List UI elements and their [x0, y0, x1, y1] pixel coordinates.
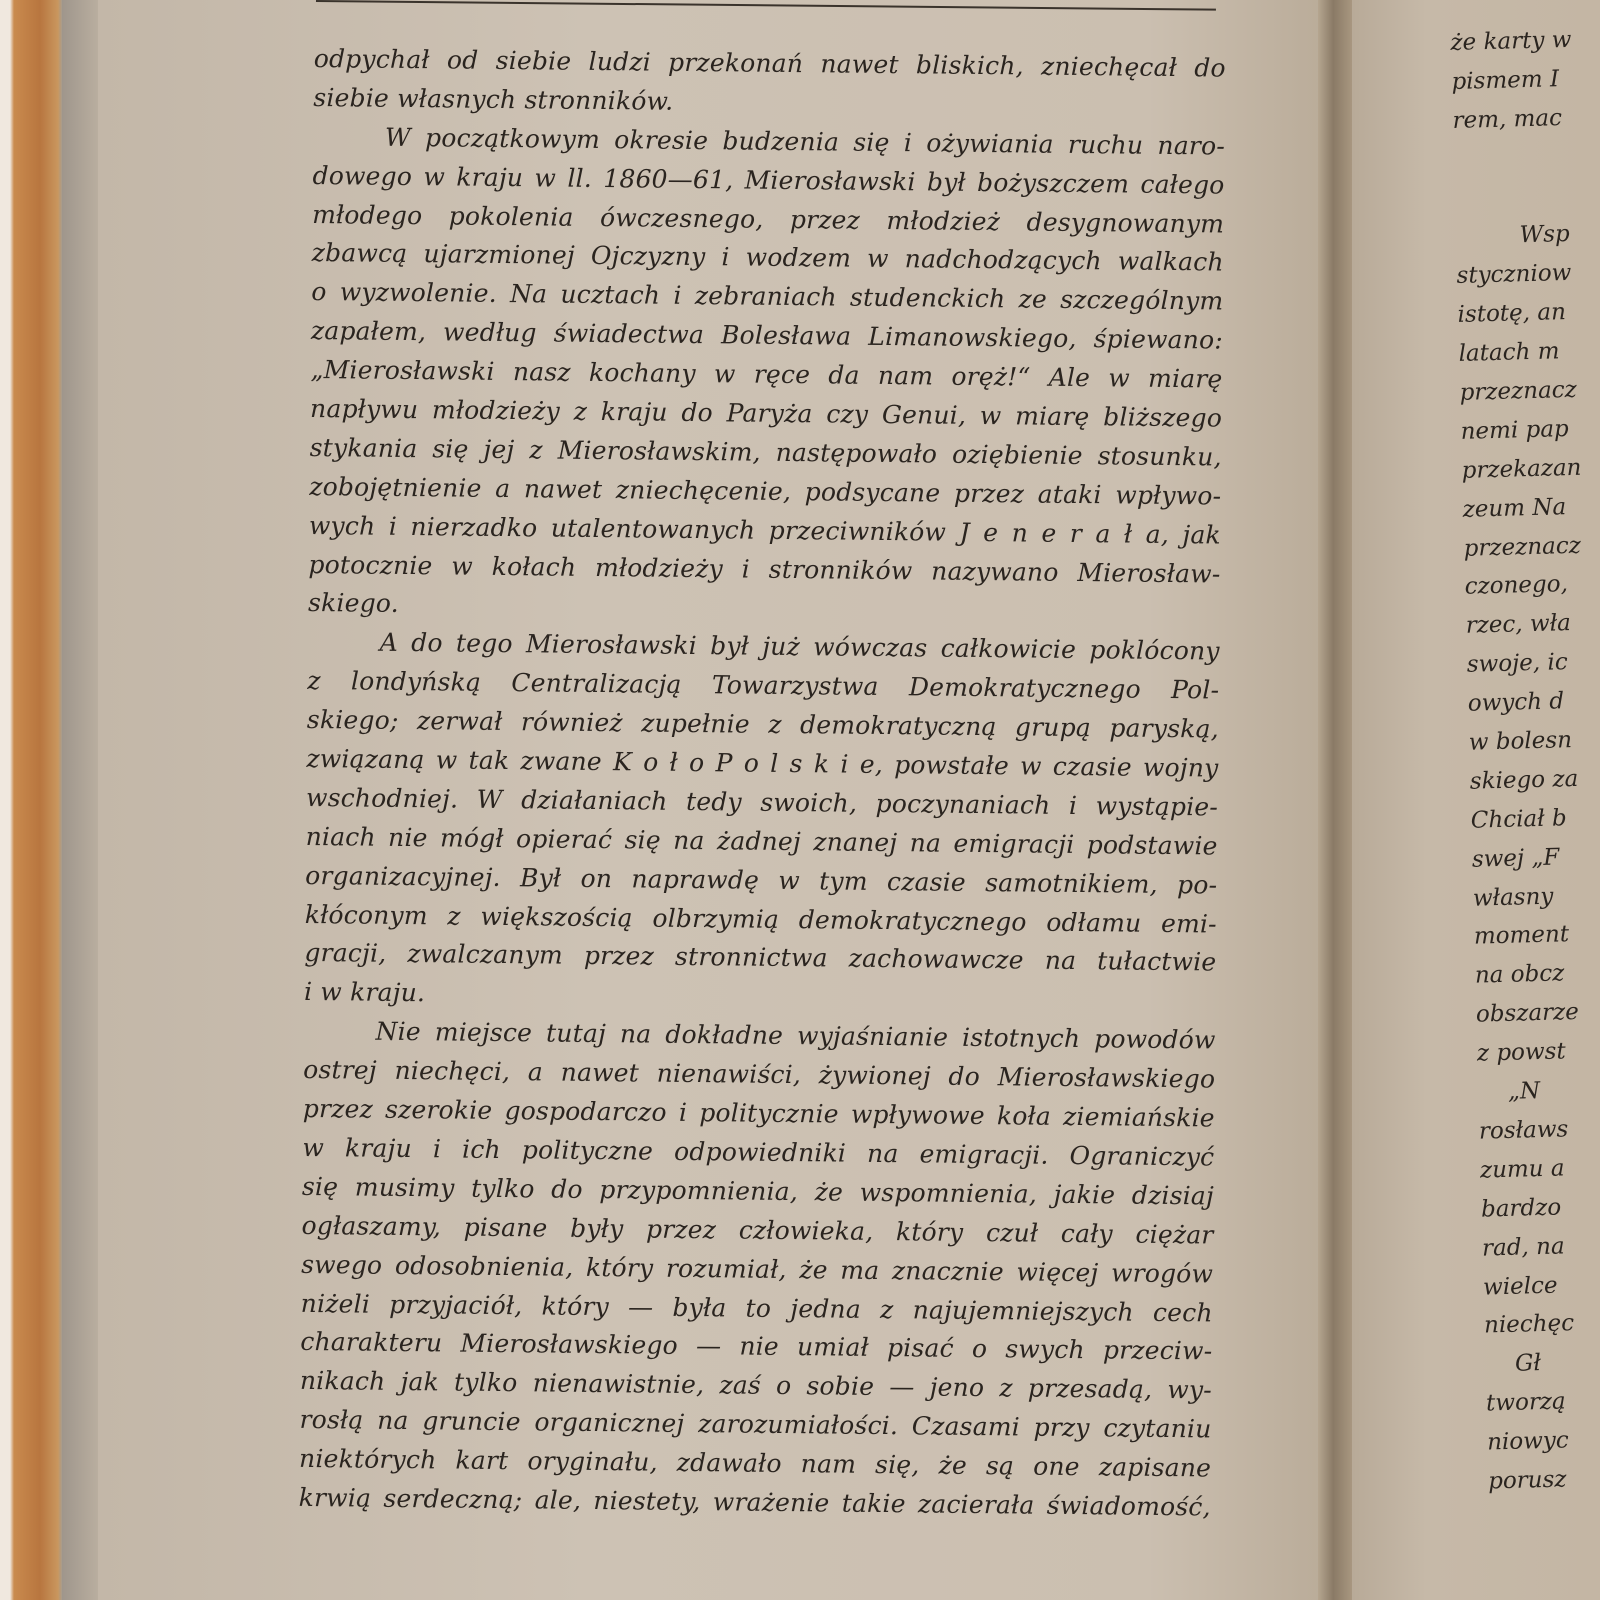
text-line: pismem I — [1451, 66, 1560, 95]
text-line: z powst — [1476, 1038, 1567, 1067]
text-line: rosławs — [1478, 1116, 1569, 1145]
text-line — [1453, 137, 1575, 179]
text-line: związaną w tak zwane K o ł o P o l s k i e, powstałe w czasie wojny — [306, 743, 1219, 783]
text-line: i w kraju. — [303, 977, 426, 1008]
text-line: skiego. — [307, 588, 399, 619]
text-line: nikach jak tylko nienawistnie, zaś o sobie — jeno z przesadą, wy- — [299, 1366, 1213, 1405]
text-line: zumu a — [1479, 1155, 1565, 1184]
text-line: Gł — [1514, 1350, 1542, 1378]
text-line: zobojętnienie a nawet zniechęcenie, podsycane przez ataki wpływo- — [309, 471, 1222, 511]
text-line: przez szerokie gospodarczo i politycznie wpływowe koła ziemiańskie — [302, 1093, 1215, 1133]
text-line: wschodniej. W działaniach tedy swoich, poczynaniach i wystąpie- — [305, 782, 1219, 822]
text-line: styczniow — [1456, 260, 1572, 290]
text-line: ogłaszamy, pisane były przez człowieka, który czuł cały ciężar — [301, 1210, 1214, 1250]
text-line: czonego, — [1464, 571, 1569, 601]
left-page-text — [299, 40, 1226, 1527]
text-line: Nie miejsce tutaj na dokładne wyjaśnianie istotnych powodów — [375, 1016, 1216, 1055]
text-line: rad, na — [1481, 1233, 1565, 1262]
text-line: przeznacz — [1463, 532, 1582, 562]
book-edge — [0, 0, 62, 1600]
text-line: w kraju i ich polityczne odpowiedniki na emigracji. Ograniczyć — [302, 1132, 1215, 1172]
text-line: w bolesn — [1468, 727, 1573, 756]
text-line: przeznacz — [1459, 376, 1578, 406]
text-line: niechęc — [1483, 1310, 1575, 1339]
text-line: tworzą — [1485, 1388, 1567, 1417]
text-line: że karty w — [1450, 26, 1572, 56]
text-line: zbawcą ujarzmionej Ojczyzny i wodzem w nadchodzących walkach — [311, 238, 1224, 277]
text-line: zeum Na — [1462, 493, 1567, 523]
text-line: moment — [1473, 921, 1570, 951]
text-line: latach m — [1458, 338, 1560, 368]
text-line: charakteru Mierosławskiego — nie umiał pisać o swych przeciw- — [300, 1327, 1213, 1366]
text-line: gracji, zwalczanym przez stronnictwa zachowawcze na tułactwie — [304, 938, 1217, 977]
text-line: ostrej niechęci, a nawet nienawiści, żywionej do Mierosławskiego — [303, 1055, 1216, 1094]
text-line: na obcz — [1474, 960, 1565, 990]
text-line: swoje, ic — [1466, 649, 1569, 679]
text-line: się musimy tylko do przypomnienia, że wspomnienia, jakie dzisiaj — [301, 1171, 1215, 1211]
text-line: obszarze — [1475, 999, 1580, 1028]
text-line: organizacyjnej. Był on naprawdę w tym czasie samotnikiem, po- — [305, 860, 1218, 900]
text-line: niżeli przyjaciół, który — była to jedna z najujemniejszych cech — [300, 1288, 1213, 1327]
page-margin — [62, 0, 98, 1600]
text-line: rem, mac — [1452, 104, 1563, 134]
text-line: przekazan — [1461, 454, 1582, 484]
text-line: niowyc — [1486, 1427, 1570, 1456]
text-line: napływu młodzieży z kraju do Paryża czy Genui, w miarę bliższego — [309, 393, 1223, 433]
text-line: zapałem, według świadectwa Bolesława Limanowskiego, śpiewano: — [310, 316, 1224, 355]
text-line: potocznie w kołach młodzieży i stronników nazywano Mierosław- — [308, 549, 1221, 589]
book-gutter — [1318, 0, 1352, 1600]
text-line: rosłą na gruncie organicznej zarozumiałości. Czasami przy czytaniu — [299, 1405, 1212, 1444]
text-line: A do tego Mierosławski był już wówczas całkowicie poklócony — [379, 628, 1220, 666]
text-line: niach nie mógł opierać się na żadnej znanej na emigracji podstawie — [305, 821, 1218, 861]
text-line — [1454, 176, 1576, 218]
text-line: „N — [1507, 1078, 1541, 1105]
text-line: W początkowym okresie budzenia się i ożywiania ruchu naro- — [384, 122, 1226, 161]
text-line: istotę, an — [1457, 299, 1567, 329]
text-line: nemi pap — [1460, 415, 1570, 445]
text-line: skiego; zerwał również zupełnie z demokratyczną grupą paryską, — [306, 705, 1219, 744]
text-line: bardzo — [1480, 1194, 1562, 1223]
text-line: owych d — [1467, 688, 1565, 717]
text-line: swej „F — [1471, 844, 1560, 873]
text-line: Chciał b — [1470, 805, 1568, 834]
text-line: swego odosobnienia, który rozumiał, że ma znacznie więcej wrogów — [301, 1249, 1214, 1289]
text-line: dowego w kraju w ll. 1860—61, Mierosławski był bożyszczem całego — [312, 160, 1225, 200]
text-line: rzec, wła — [1465, 610, 1572, 640]
text-line: o wyzwolenie. Na ucztach i zebraniach studenckich ze szczególnym — [311, 277, 1224, 316]
text-line: własny — [1472, 883, 1554, 912]
text-line: wielce — [1482, 1272, 1558, 1301]
text-line: „Mierosławski nasz kochany w ręce da nam oręż!“ Ale w miarę — [310, 355, 1223, 394]
text-line: niektórych kart oryginału, zdawało nam się, że są one zapisane — [298, 1443, 1212, 1483]
text-line: siebie własnych stronników. — [313, 82, 674, 116]
text-line: młodego pokolenia ówczesnego, przez młodzież desygnowanym — [312, 199, 1225, 239]
text-line: wych i nierzadko utalentowanych przeciwników J e n e r a ł a, jak — [308, 510, 1222, 550]
text-line: kłóconym z większością olbrzymią demokratycznego odłamu emi- — [304, 899, 1217, 939]
text-line: stykania się jej z Mierosławskim, następowało oziębienie stosunku, — [309, 432, 1222, 472]
text-line: z londyńską Centralizacją Towarzystwa Demokratycznego Pol- — [307, 666, 1220, 705]
text-line: krwią serdeczną; ale, niestety, wrażenie takie zacierała świadomość, — [298, 1482, 1211, 1522]
text-line: Wsp — [1519, 221, 1571, 249]
text-line: porusz — [1487, 1466, 1567, 1495]
text-line: odpychał od siebie ludzi przekonań nawet bliskich, zniechęcał do — [313, 43, 1226, 83]
text-line: skiego za — [1469, 765, 1579, 795]
